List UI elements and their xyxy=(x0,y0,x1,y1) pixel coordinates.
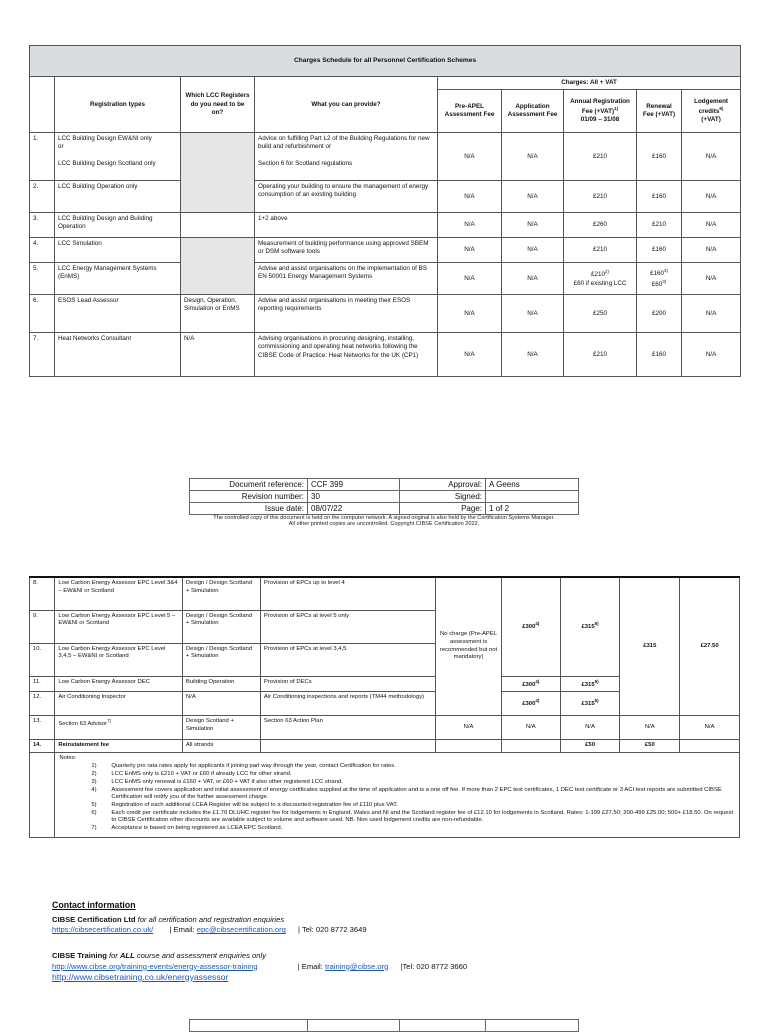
table-row xyxy=(30,133,741,181)
annual-fee: £250 xyxy=(564,295,637,333)
issue-date-label: Issue date: xyxy=(190,503,308,515)
pre-apel-fee: N/A xyxy=(436,716,502,740)
notes-label: Notes: xyxy=(59,754,77,761)
provide-cell: Provision of DECs xyxy=(260,676,435,692)
contact-information xyxy=(52,900,712,983)
pre-apel-fee: No charge (Pre-APEL assessment is recommended but not mandatory) xyxy=(436,577,502,716)
page-label: Page: xyxy=(400,503,486,515)
provide-cell: Advice on fulfilling Part L2 of the Building Regulations for new build and refurbishment or Section 6 for Scotland regulations xyxy=(255,133,438,181)
annual-fee: £315$^{5)}$ xyxy=(560,692,620,716)
renewal-fee: £50 xyxy=(620,740,680,753)
provide-cell: Provision of EPCs at level 3,4,5 xyxy=(260,643,435,676)
page-value: 1 of 2 xyxy=(486,503,579,515)
application-fee: £300$^{4)}$ xyxy=(501,577,560,676)
note-item: 6) Each credit per certificate includes the £1.70 DLUHC register fee for lodgements in England, Wales and NI and the Scotland register fee of £12.10 for lodgements in Scotland. Rates: 1-199 £27.50; 200-499 £25.00; 500+ £18.50. On request to CIBSE Certification other discounts are available subject to volume and software used. NB. Non used lodgement credits are non-refundable. xyxy=(91,809,734,824)
application-fee: N/A xyxy=(502,333,564,377)
header-which-registers: Which LCC Registers do you need to be on? xyxy=(181,77,255,133)
registration-type: Low Carbon Energy Assessor EPC Level 3,4,5 – EW&NI or Scotland xyxy=(55,643,183,676)
renewal-fee: £160 xyxy=(637,333,682,377)
provide-cell xyxy=(260,740,435,753)
approval-label: Approval: xyxy=(400,479,486,491)
lodgement-credits: N/A xyxy=(682,213,741,238)
note-item: 3) LCC EnMS only renewal is £160 + VAT, or £60 + VAT if also other registered LCC strand. xyxy=(91,778,343,785)
pre-apel-fee: N/A xyxy=(438,213,502,238)
contact-heading: Contact information xyxy=(52,900,136,910)
cert-email-link[interactable]: epc@cibsecertification.org xyxy=(196,925,286,935)
registers-cell: Design / Design Scotland + Simulation xyxy=(182,643,260,676)
training-links-line xyxy=(52,962,712,972)
application-fee: N/A xyxy=(502,263,564,295)
renewal-fee: £160 xyxy=(637,238,682,263)
header-lodgement: Lodgement credits$^{6)}$ (+VAT) xyxy=(682,90,741,133)
table-row xyxy=(30,263,741,295)
email-label: | Email: xyxy=(297,961,325,971)
table-row xyxy=(30,577,740,610)
row-number: 10. xyxy=(30,643,55,676)
application-fee: N/A xyxy=(502,295,564,333)
notes-row xyxy=(30,752,740,837)
provide-cell: Advise and assist organisations on the implementation of BS EN 50001 Energy Management Systems xyxy=(255,263,438,295)
training-email-link[interactable]: training@cibse.org xyxy=(324,961,389,971)
lodgement-credits: N/A xyxy=(682,295,741,333)
cert-website-link[interactable]: https://cibsecertification.co.uk/ xyxy=(52,925,154,935)
application-fee: N/A xyxy=(502,238,564,263)
signed-label: Signed: xyxy=(400,491,486,503)
application-fee: N/A xyxy=(502,133,564,181)
renewal-fee: £315 xyxy=(620,577,680,716)
registers-cell: N/A xyxy=(182,692,260,716)
table-row xyxy=(30,238,741,263)
provide-cell: Advise and assist organisations in meeting their ESOS reporting requirements xyxy=(255,295,438,333)
revision-label: Revision number: xyxy=(190,491,308,503)
pre-apel-fee: N/A xyxy=(438,181,502,213)
cert-description: for all certification and registration enquiries xyxy=(135,914,285,924)
row-number: 2. xyxy=(30,181,55,213)
copyright-footer xyxy=(186,515,582,528)
provide-cell: Measurement of building performance using approved SBEM or DSM software tools xyxy=(255,238,438,263)
charges-schedule-table-continued xyxy=(29,576,740,838)
annual-fee: £210 xyxy=(564,181,637,213)
registers-cell: All strands xyxy=(182,740,260,753)
header-renewal: Renewal Fee (+VAT) xyxy=(637,90,682,133)
registration-type: LCC Building Operation only xyxy=(55,181,181,213)
application-fee xyxy=(501,740,560,753)
notes-cell xyxy=(55,752,740,837)
application-fee: N/A xyxy=(502,181,564,213)
renewal-fee: N/A xyxy=(620,716,680,740)
pre-apel-fee: N/A xyxy=(438,133,502,181)
note-item: 1) Quarterly pro rata rates apply for applicants if joining part way through the year, contact Certification for rates. xyxy=(91,763,396,770)
cert-org-name: CIBSE Certification Ltd xyxy=(52,914,136,924)
annual-fee: £210 xyxy=(564,333,637,377)
annual-fee: £260 xyxy=(564,213,637,238)
registration-type: Section 63 Advisor$^{7)}$ xyxy=(55,716,183,740)
pre-apel-fee: N/A xyxy=(438,263,502,295)
row-number: 11. xyxy=(30,676,55,692)
renewal-fee: £160$^{3)}$ £60$^{3)}$ xyxy=(637,263,682,295)
registration-type: ESOS Lead Assessor xyxy=(55,295,181,333)
schedule-title: Charges Schedule for all Personnel Certification Schemes xyxy=(30,46,741,77)
signed-value xyxy=(486,491,579,503)
provide-cell: Provision of EPCs at level 5 only xyxy=(260,610,435,643)
application-fee: N/A xyxy=(502,213,564,238)
doc-box-cell xyxy=(400,1020,486,1032)
annual-fee: £50 xyxy=(560,740,620,753)
registers-cell: N/A xyxy=(181,333,255,377)
lodgement-credits: N/A xyxy=(682,333,741,377)
note-item: 2) LCC EnMS only is £210 + VAT or £60 if already LCC for other strand. xyxy=(91,771,292,778)
row-number: 8. xyxy=(30,577,55,610)
renewal-fee: £160 xyxy=(637,181,682,213)
pre-apel-fee: N/A xyxy=(438,238,502,263)
note-item: 4) Assessment fee covers application and initial assessment of energy certificates supplied at the time of application and is a one off fee. If more than 2 EPC test certificates, 1 DEC test certificate or 3 ACI test reports are submitted CIBSE Certification will notify you of the further assessment charge. xyxy=(91,786,722,801)
notes-list xyxy=(59,763,735,832)
header-charges: Charges: All + VAT xyxy=(438,77,741,90)
row-number: 13. xyxy=(30,716,55,740)
table-row xyxy=(30,740,740,753)
header-number xyxy=(30,77,55,133)
application-fee: £300$^{4)}$ xyxy=(501,692,560,716)
provide-cell: Advising organisations in procuring designing, installing, commissioning and operating heat networks following the CIBSE Code of Practice: Heat Networks for the UK (CP1) xyxy=(255,333,438,377)
registration-type: Low Carbon Energy Assessor EPC Level 3&4 – EW&NI or Scotland xyxy=(55,577,183,610)
pre-apel-fee: N/A xyxy=(438,295,502,333)
provide-cell: 1+2 above xyxy=(255,213,438,238)
cert-contact-line xyxy=(52,915,712,925)
row-number: 7. xyxy=(30,333,55,377)
training-org-name: CIBSE Training xyxy=(52,951,107,961)
pre-apel-fee: N/A xyxy=(438,333,502,377)
row-number: 6. xyxy=(30,295,55,333)
registration-type: Low Carbon Energy Assessor DEC xyxy=(55,676,183,692)
training-website-link-2[interactable]: http://www.cibsetraining.co.uk/energyassessor xyxy=(52,971,229,982)
issue-date-value: 08/07/22 xyxy=(308,503,400,515)
annual-fee: N/A xyxy=(560,716,620,740)
provide-cell: Operating your building to ensure the management of energy consumption of an existing building xyxy=(255,181,438,213)
cert-links-line xyxy=(52,925,712,935)
registers-cell: Design Scotland + Simulation xyxy=(182,716,260,740)
doc-box-cell xyxy=(486,1020,579,1032)
annual-fee: £210 xyxy=(564,238,637,263)
doc-box-cell xyxy=(308,1020,400,1032)
renewal-fee: £210 xyxy=(637,213,682,238)
header-pre-apel: Pre-APEL Assessment Fee xyxy=(438,90,502,133)
email-label: | Email: xyxy=(169,925,197,935)
application-fee: £300$^{4)}$ xyxy=(501,676,560,692)
annual-fee: £210 xyxy=(564,133,637,181)
header-annual: Annual Registration Fee $(+VAT)^{1)}$ 01/09 – 31/08 xyxy=(564,90,637,133)
training-website-link[interactable]: http://www.cibse.org/training-events/energy-assessor-training xyxy=(52,961,258,971)
training-contact-line: CIBSE Training for ALL course and assessment enquiries only xyxy=(52,951,266,961)
header-what-provide: What you can provide? xyxy=(255,77,438,133)
table-row xyxy=(30,213,741,238)
header-registration-types: Registration types xyxy=(55,77,181,133)
registration-type: Heat Networks Consultant xyxy=(55,333,181,377)
provide-cell: Provision of EPCs up to level 4 xyxy=(260,577,435,610)
registers-cell xyxy=(181,238,255,295)
doc-ref-label: Document reference: xyxy=(190,479,308,491)
doc-ref-value: CCF 399 xyxy=(308,479,400,491)
annual-fee: £210$^{2)}$ £60 if existing LCC xyxy=(564,263,637,295)
lodgement-credits: N/A xyxy=(682,263,741,295)
registers-cell: Design / Design Scotland + Simulation xyxy=(182,577,260,610)
lodgement-credits xyxy=(680,740,740,753)
header-application: Application Assessment Fee xyxy=(502,90,564,133)
row-number: 14. xyxy=(30,740,55,753)
notes-spacer xyxy=(30,752,55,837)
registration-type: LCC Simulation xyxy=(55,238,181,263)
table-row xyxy=(30,716,740,740)
provide-cell: Section 63 Action Plan xyxy=(260,716,435,740)
row-number: 9. xyxy=(30,610,55,643)
charges-schedule-table xyxy=(29,45,741,377)
lodgement-credits: N/A xyxy=(682,238,741,263)
pre-apel-fee xyxy=(436,740,502,753)
approval-value: A Geens xyxy=(486,479,579,491)
document-control-box-bottom xyxy=(189,1019,579,1032)
application-fee: N/A xyxy=(501,716,560,740)
row-number: 1. xyxy=(30,133,55,181)
table-row xyxy=(30,333,741,377)
registers-cell: Building Operation xyxy=(182,676,260,692)
revision-value: 30 xyxy=(308,491,400,503)
note-item: 5) Registration of each additional LCEA Register will be subject to a discounted registration fee of £110 plus VAT. xyxy=(91,801,398,808)
registration-type: LCC Building Design and Building Operation xyxy=(55,213,181,238)
registers-cell xyxy=(181,213,255,238)
registration-type: LCC Building Design EW&NI only or LCC Building Design Scotland only xyxy=(55,133,181,181)
row-number: 3. xyxy=(30,213,55,238)
renewal-fee: £200 xyxy=(637,295,682,333)
registration-type: LCC Energy Management Systems (EnMS) xyxy=(55,263,181,295)
registration-type: Air Conditioning Inspector xyxy=(55,692,183,716)
training-phone: |Tel: 020 8772 3660 xyxy=(400,961,468,971)
row-number: 12. xyxy=(30,692,55,716)
registers-cell xyxy=(181,133,255,213)
document-control-box xyxy=(189,478,579,515)
footer-line: All other printed copies are uncontrolled. Copyright CIBSE Certification 2022. xyxy=(288,521,480,528)
registration-type: Reinstatement fee xyxy=(55,740,183,753)
annual-fee: £315$^{5)}$ xyxy=(560,676,620,692)
registration-type: Low Carbon Energy Assessor EPC Level 5 – EW&NI or Scotland xyxy=(55,610,183,643)
provide-cell: Air Conditioning inspections and reports (TM44 methodology) xyxy=(260,692,435,716)
annual-fee: £315$^{5)}$ xyxy=(560,577,620,676)
lodgement-credits: N/A xyxy=(682,181,741,213)
lodgement-credits: £27.50 xyxy=(680,577,740,716)
footer-line: The controlled copy of this document is held on the computer network. A signed original is also held by the Certification Systems Manager. xyxy=(213,515,555,521)
table-row xyxy=(30,295,741,333)
registers-cell: Design / Design Scotland + Simulation xyxy=(182,610,260,643)
cert-phone: | Tel: 020 8772 3649 xyxy=(298,925,367,935)
note-item: 7) Acceptance is based on being registered as LCEA EPC Scotland. xyxy=(91,824,283,831)
row-number: 4. xyxy=(30,238,55,263)
table-row xyxy=(30,181,741,213)
row-number: 5. xyxy=(30,263,55,295)
lodgement-credits: N/A xyxy=(680,716,740,740)
registers-cell: Design, Operation, Simulation or EnMS xyxy=(181,295,255,333)
renewal-fee: £160 xyxy=(637,133,682,181)
doc-box-cell xyxy=(190,1020,308,1032)
lodgement-credits: N/A xyxy=(682,133,741,181)
